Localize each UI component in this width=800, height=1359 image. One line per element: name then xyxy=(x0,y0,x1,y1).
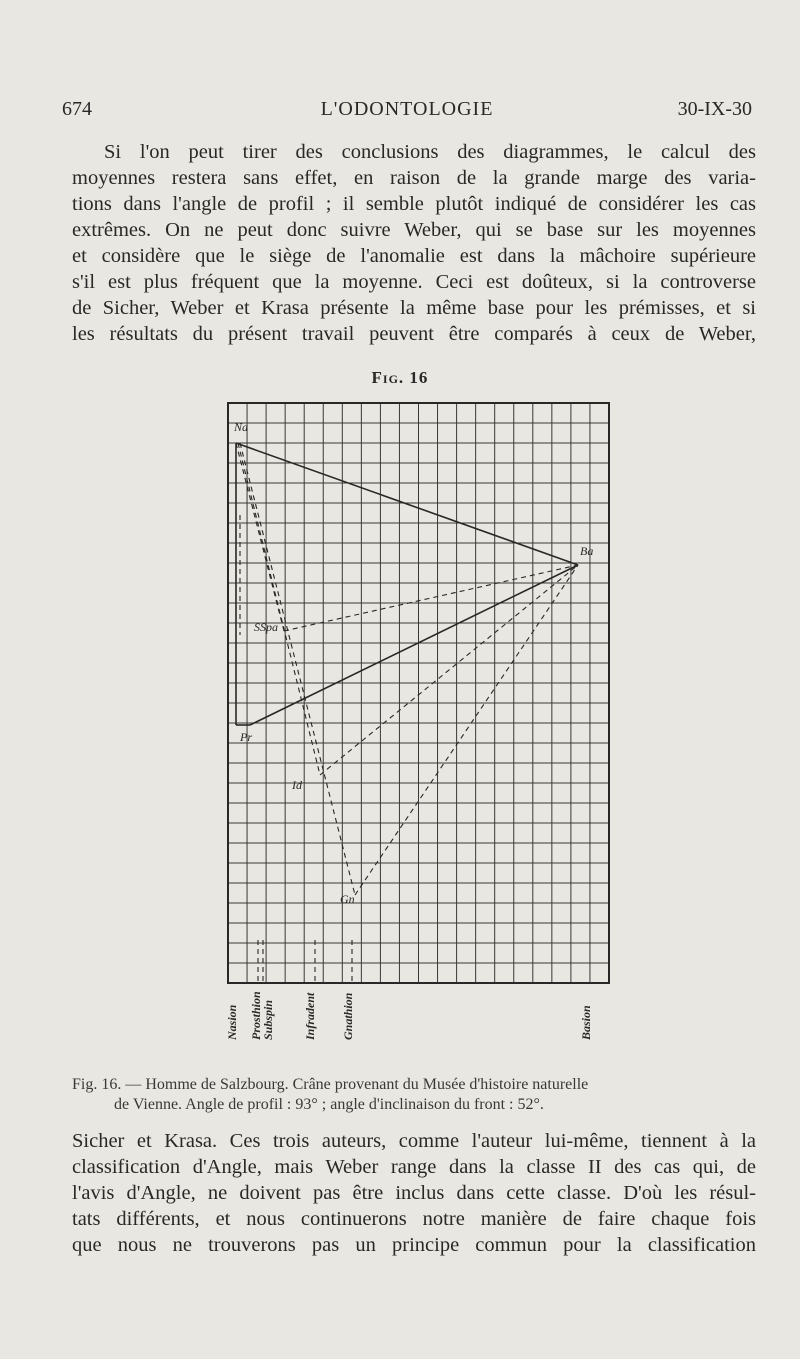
text-line: tions dans l'angle de profil ; il semble plutôt indiqué de considérer les cas xyxy=(72,193,756,215)
text-line: l'avis d'Angle, ne doivent pas être inclus dans cette classe. D'où les résul- xyxy=(72,1182,756,1204)
paragraph-bottom xyxy=(72,1128,756,1258)
text-line: extrêmes. On ne peut donc suivre Weber, qui se base sur les moyennes xyxy=(72,219,756,241)
profile-diagram xyxy=(200,395,620,1055)
label-na: Na xyxy=(234,420,249,434)
text-line: tats différents, et nous continuerons notre manière de faire chaque fois xyxy=(72,1208,756,1230)
caption-line: Fig. 16. — Homme de Salzbourg. Crâne provenant du Musée d'histoire naturelle xyxy=(72,1076,589,1093)
line-na-ba xyxy=(236,443,578,565)
axis-label-prosthion: Prosthion xyxy=(249,991,263,1040)
axis-label-nasion: Nasion xyxy=(225,1004,239,1040)
caption-line: de Vienne. Angle de profil : 93° ; angle d'inclinaison du front : 52°. xyxy=(114,1096,544,1113)
figure-title: Fig. 16 xyxy=(371,368,429,387)
figure-diagram xyxy=(200,395,620,1055)
text-line: classification d'Angle, mais Weber range dans la classe II des cas qui, de xyxy=(72,1156,756,1178)
line-na-gn xyxy=(240,443,355,895)
grid xyxy=(228,403,609,983)
axis-label-infradent: Infradent xyxy=(303,992,317,1040)
line-pr-ba xyxy=(250,565,578,725)
axis-labels xyxy=(225,991,593,1041)
text-line: Sicher et Krasa. Ces trois auteurs, comme l'auteur lui-même, tiennent à la xyxy=(72,1130,756,1152)
axis-label-gnathion: Gnathion xyxy=(341,992,355,1040)
text-line: moyennes restera sans effet, en raison de la grande marge des varia- xyxy=(72,167,756,189)
line-gn-ba xyxy=(355,565,578,895)
text-line: les résultats du présent travail peuvent être comparés à ceux de Weber, xyxy=(72,323,756,345)
text-line: s'il est plus fréquent que la moyenne. Ceci est doûteux, si la controverse xyxy=(72,271,756,293)
page-number: 674 xyxy=(62,98,92,120)
figure-caption xyxy=(72,1075,756,1115)
axis-label-subspin: Subspin xyxy=(261,999,275,1040)
label-ba: Ba xyxy=(580,544,594,558)
paragraph-top xyxy=(72,139,756,347)
label-id: Id xyxy=(292,778,302,792)
text-line: de Sicher, Weber et Krasa présente la même base pour les prémisses, et si xyxy=(72,297,756,319)
label-gn: Gn xyxy=(340,892,355,906)
running-head xyxy=(62,98,752,124)
axis-label-basion: Basion xyxy=(579,1005,593,1040)
journal-title: L'ODONTOLOGIE xyxy=(320,98,494,120)
text-line: que nous ne trouverons pas un principe commun pour la classification xyxy=(72,1234,756,1256)
label-pr: Pr xyxy=(240,730,252,744)
issue-date: 30-IX-30 xyxy=(677,98,752,120)
text-line: et considère que le siège de l'anomalie est dans la mâchoire supérieure xyxy=(72,245,756,267)
line-sspa-ba xyxy=(284,565,578,631)
text-line: Si l'on peut tirer des conclusions des diagrammes, le calcul des xyxy=(104,141,756,163)
label-sspa: SSpa xyxy=(254,620,278,634)
dashed-lines xyxy=(236,443,578,985)
